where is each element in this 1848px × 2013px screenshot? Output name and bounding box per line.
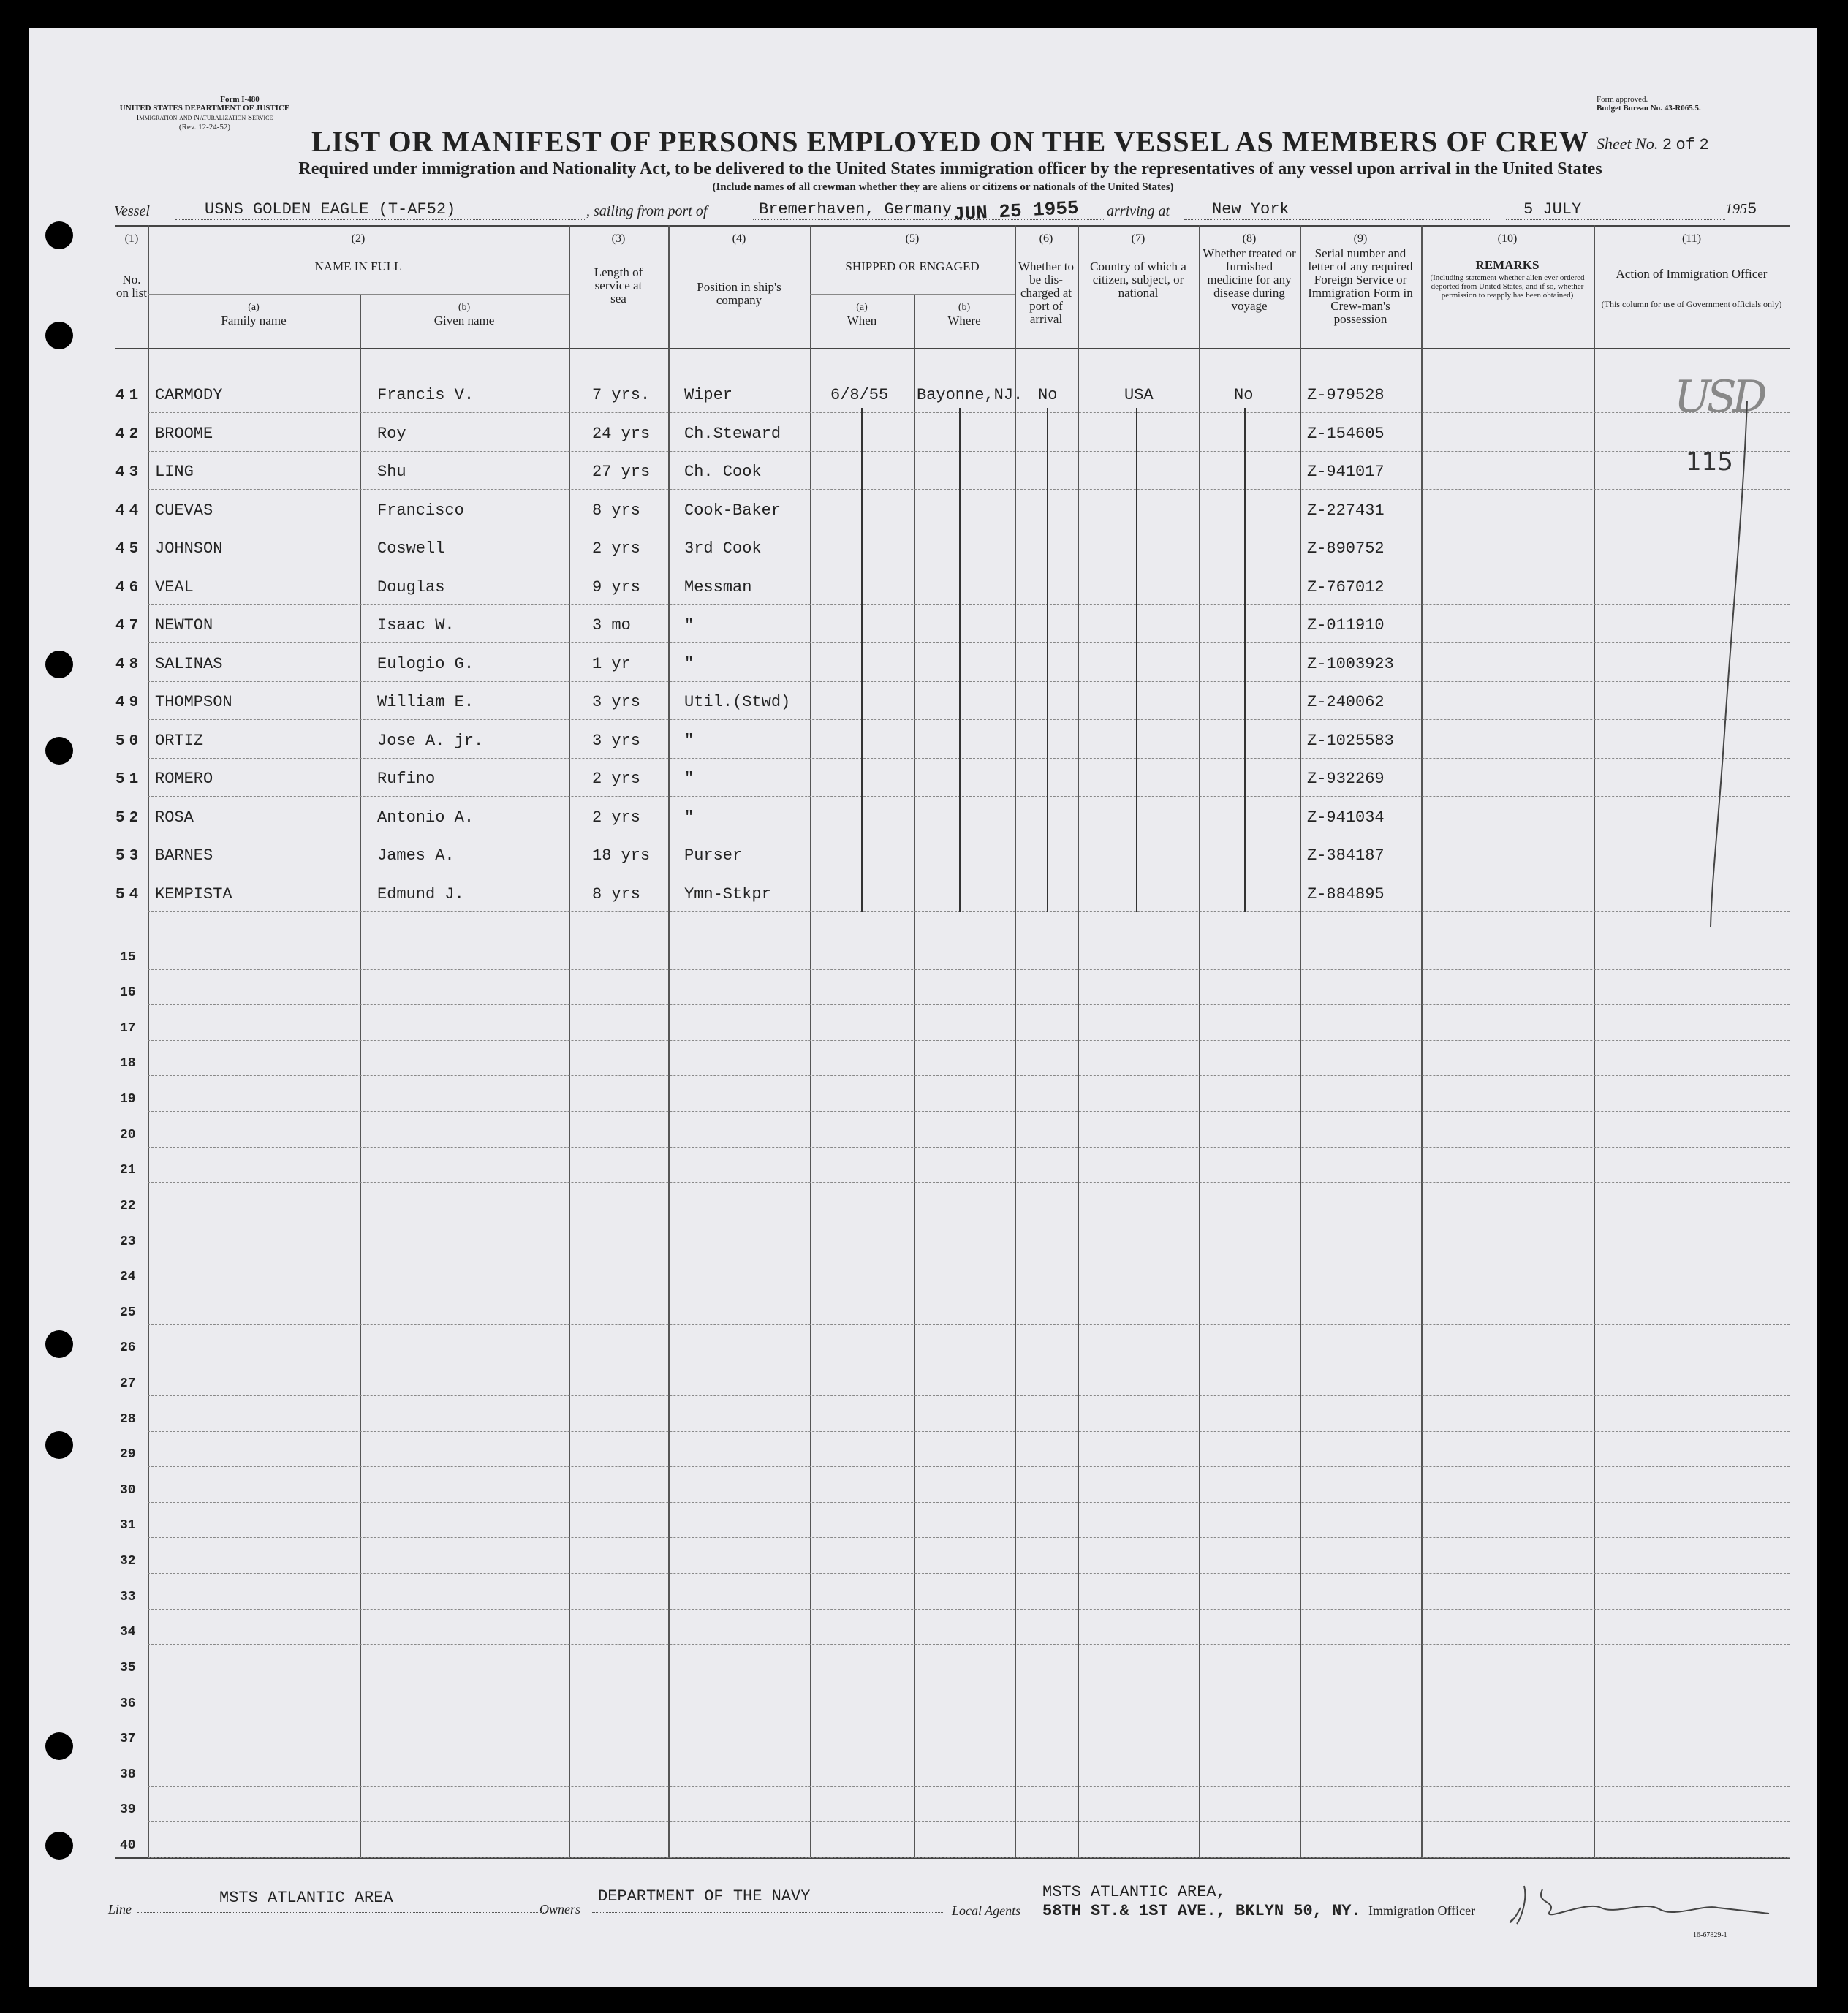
serial-cell: Z-890752 bbox=[1307, 539, 1385, 558]
row-rule bbox=[148, 642, 1790, 643]
col3-number: (3) bbox=[611, 232, 626, 245]
row-number: 47 bbox=[116, 618, 143, 634]
row-number: 44 bbox=[116, 502, 143, 520]
form-revision: (Rev. 12-24-52) bbox=[178, 123, 231, 132]
serial-cell: Z-384187 bbox=[1307, 846, 1385, 865]
blank-row-rule bbox=[148, 1040, 1790, 1041]
given-name-cell: Francis V. bbox=[377, 386, 474, 404]
blank-row-number: 20 bbox=[120, 1127, 136, 1142]
blank-row-rule bbox=[148, 1466, 1790, 1467]
service-length-cell: 8 yrs bbox=[592, 501, 641, 520]
shipped-when-cell: 6/8/55 bbox=[830, 386, 889, 404]
service-length-cell: 2 yrs bbox=[592, 808, 641, 827]
agents-line1: MSTS ATLANTIC AREA, bbox=[1042, 1883, 1226, 1901]
date-stamp: JUN 25 1955 bbox=[953, 197, 1080, 226]
family-name-cell: BROOME bbox=[155, 424, 213, 443]
position-cell: Ch.Steward bbox=[684, 424, 781, 443]
row-number: 46 bbox=[116, 579, 143, 596]
position-cell: Ch. Cook bbox=[684, 463, 762, 481]
given-name-cell: William E. bbox=[377, 693, 474, 711]
row-number: 48 bbox=[116, 656, 143, 673]
blank-row-number: 24 bbox=[120, 1270, 136, 1285]
page-title: LIST OR MANIFEST OF PERSONS EMPLOYED ON THE VESSEL AS MEMBERS OF CREW bbox=[311, 125, 1589, 158]
row-rule bbox=[148, 719, 1790, 720]
service-length-cell: 3 mo bbox=[592, 616, 631, 634]
blank-row-number: 29 bbox=[120, 1447, 136, 1463]
blank-row-number: 15 bbox=[120, 949, 136, 965]
col-discharged: Whether to be dis-charged at port of arrival bbox=[1018, 259, 1074, 326]
family-name-cell: KEMPISTA bbox=[155, 884, 232, 903]
line-value: MSTS ATLANTIC AREA bbox=[219, 1889, 393, 1907]
punch-hole bbox=[45, 1732, 73, 1760]
row-number: 51 bbox=[116, 771, 143, 788]
owners-value: DEPARTMENT OF THE NAVY bbox=[598, 1887, 811, 1906]
blank-row-rule bbox=[148, 1182, 1790, 1183]
blank-row-number: 40 bbox=[120, 1838, 136, 1853]
row-number: 49 bbox=[116, 694, 143, 711]
col-action-officer: Action of Immigration Officer bbox=[1616, 267, 1768, 281]
service-name: Immigration and Naturalization Service bbox=[136, 113, 273, 122]
form-code: 16-67829-1 bbox=[1693, 1931, 1727, 1939]
blank-row-rule bbox=[148, 1609, 1790, 1610]
sheet-number: Sheet No. 2 of 2 bbox=[1597, 134, 1709, 154]
sheet-num: 2 bbox=[1662, 136, 1673, 154]
given-name-cell: Edmund J. bbox=[377, 884, 464, 903]
manifest-sheet bbox=[29, 28, 1817, 1987]
punch-hole bbox=[45, 1832, 73, 1860]
punch-hole bbox=[45, 1431, 73, 1459]
service-length-cell: 2 yrs bbox=[592, 539, 641, 558]
position-cell: " bbox=[684, 770, 694, 788]
blank-row-number: 21 bbox=[120, 1163, 136, 1178]
family-name-cell: JOHNSON bbox=[155, 539, 223, 558]
col8-number: (8) bbox=[1242, 232, 1257, 245]
col-country: Country of which a citizen, subject, or national bbox=[1090, 259, 1186, 300]
arrival-date: 5 JULY bbox=[1523, 200, 1582, 219]
blank-row-number: 38 bbox=[120, 1767, 136, 1782]
ditto-line bbox=[1244, 408, 1246, 912]
officer-signature bbox=[1499, 1879, 1776, 1930]
col9-number: (9) bbox=[1353, 232, 1368, 245]
punch-hole bbox=[45, 221, 73, 249]
blank-row-rule bbox=[148, 1324, 1790, 1325]
blank-row-rule bbox=[148, 1431, 1790, 1432]
position-cell: " bbox=[684, 616, 694, 634]
position-cell: Ymn-Stkpr bbox=[684, 884, 771, 903]
form-approved: Form approved. bbox=[1597, 95, 1648, 104]
punch-hole bbox=[45, 1330, 73, 1358]
col-when: When bbox=[847, 314, 877, 327]
blank-row-number: 28 bbox=[120, 1411, 136, 1427]
punch-hole bbox=[45, 651, 73, 678]
blank-row-rule bbox=[148, 1857, 1790, 1858]
service-length-cell: 18 yrs bbox=[592, 846, 651, 865]
serial-cell: Z-1003923 bbox=[1307, 654, 1394, 673]
serial-cell: Z-227431 bbox=[1307, 501, 1385, 520]
sheet-total: 2 bbox=[1699, 136, 1709, 154]
position-cell: " bbox=[684, 808, 694, 827]
officer-label: Immigration Officer bbox=[1368, 1903, 1476, 1918]
blank-row-number: 30 bbox=[120, 1482, 136, 1498]
service-length-cell: 2 yrs bbox=[592, 770, 641, 788]
family-name-cell: VEAL bbox=[155, 577, 194, 596]
blank-row-rule bbox=[148, 1502, 1790, 1503]
blank-row-number: 37 bbox=[120, 1732, 136, 1747]
row-number: 52 bbox=[116, 809, 143, 827]
agents-line2: 58TH ST.& 1ST AVE., BKLYN 50, NY. bbox=[1042, 1902, 1361, 1920]
col4-number: (4) bbox=[732, 232, 746, 245]
blank-row-number: 22 bbox=[120, 1198, 136, 1213]
service-length-cell: 27 yrs bbox=[592, 463, 651, 481]
col-action-note: (This column for use of Government officials only) bbox=[1601, 299, 1782, 309]
row-rule bbox=[148, 604, 1790, 605]
line-label: Line bbox=[108, 1902, 132, 1917]
given-name-cell: Jose A. jr. bbox=[377, 731, 484, 750]
ditto-line bbox=[959, 408, 961, 912]
col-where: Where bbox=[947, 314, 981, 327]
row-number: 41 bbox=[116, 387, 143, 404]
position-cell: " bbox=[684, 731, 694, 750]
shipped-where-cell: Bayonne,NJ. bbox=[917, 386, 1023, 404]
row-number: 43 bbox=[116, 464, 143, 481]
col6-number: (6) bbox=[1039, 232, 1053, 245]
serial-cell: Z-941017 bbox=[1307, 463, 1385, 481]
blank-row-rule bbox=[148, 1395, 1790, 1396]
col-position: Position in ship's company bbox=[697, 280, 781, 307]
blank-row-number: 36 bbox=[120, 1696, 136, 1711]
service-length-cell: 7 yrs. bbox=[592, 386, 651, 404]
family-name-cell: CUEVAS bbox=[155, 501, 213, 520]
action-count: 115 bbox=[1686, 447, 1733, 477]
blank-row-number: 23 bbox=[120, 1234, 136, 1249]
budget-bureau: Budget Bureau No. 43-R065.5. bbox=[1597, 104, 1701, 113]
col-no-on-list: No. on list bbox=[116, 273, 148, 300]
blank-row-rule bbox=[148, 1573, 1790, 1574]
row-number: 50 bbox=[116, 732, 143, 750]
form-number: Form I-480 bbox=[220, 95, 260, 104]
ditto-line bbox=[861, 408, 863, 912]
blank-row-number: 19 bbox=[120, 1092, 136, 1107]
col1-number: (1) bbox=[124, 232, 139, 245]
row-rule bbox=[148, 911, 1790, 912]
arriving-label: arriving at bbox=[1107, 203, 1170, 219]
serial-cell: Z-767012 bbox=[1307, 577, 1385, 596]
blank-row-number: 31 bbox=[120, 1518, 136, 1534]
ditto-line bbox=[1047, 408, 1048, 912]
given-name-cell: Coswell bbox=[377, 539, 445, 558]
discharged-cell: No bbox=[1038, 386, 1058, 404]
row-number: 42 bbox=[116, 425, 143, 443]
blank-row-rule bbox=[148, 1147, 1790, 1148]
serial-cell: Z-011910 bbox=[1307, 616, 1385, 634]
serial-cell: Z-979528 bbox=[1307, 386, 1385, 404]
col2-number: (2) bbox=[351, 232, 366, 245]
position-cell: " bbox=[684, 654, 694, 673]
blank-row-rule bbox=[148, 1821, 1790, 1822]
country-cell: USA bbox=[1124, 386, 1154, 404]
include-note: (Include names of all crewman whether they are aliens or citizens or nationals of the United States) bbox=[712, 181, 1174, 193]
col-family-name: Family name bbox=[221, 314, 287, 327]
family-name-cell: CARMODY bbox=[155, 386, 223, 404]
serial-cell: Z-884895 bbox=[1307, 884, 1385, 903]
sailing-port: Bremerhaven, Germany bbox=[759, 200, 953, 219]
col5b-number: (b) bbox=[958, 302, 971, 313]
row-rule bbox=[148, 796, 1790, 797]
blank-row-rule bbox=[148, 1075, 1790, 1076]
col11-number: (11) bbox=[1681, 232, 1702, 245]
col-medicine: Whether treated or furnished medicine for any disease during voyage bbox=[1203, 246, 1296, 313]
blank-row-number: 34 bbox=[120, 1625, 136, 1640]
blank-row-number: 26 bbox=[120, 1341, 136, 1356]
row-rule bbox=[148, 451, 1790, 452]
given-name-cell: Shu bbox=[377, 463, 406, 481]
col2b-number: (b) bbox=[458, 302, 471, 313]
service-length-cell: 24 yrs bbox=[592, 424, 651, 443]
blank-row-rule bbox=[148, 1111, 1790, 1112]
row-rule bbox=[148, 412, 1790, 413]
family-name-cell: ORTIZ bbox=[155, 731, 204, 750]
family-name-cell: LING bbox=[155, 463, 194, 481]
col7-number: (7) bbox=[1131, 232, 1145, 245]
service-length-cell: 8 yrs bbox=[592, 884, 641, 903]
subtitle: Required under immigration and Nationality Act, to be delivered to the United States immigration officer by the representatives of any vessel upon arrival in the United States bbox=[298, 159, 1602, 178]
blank-row-number: 27 bbox=[120, 1376, 136, 1391]
col-length-service: Length of service at sea bbox=[594, 265, 643, 306]
dept-name: UNITED STATES DEPARTMENT OF JUSTICE bbox=[119, 104, 290, 113]
vessel-label: Vessel bbox=[114, 203, 150, 219]
col-given-name: Given name bbox=[433, 314, 495, 327]
serial-cell: Z-941034 bbox=[1307, 808, 1385, 827]
blank-row-number: 18 bbox=[120, 1056, 136, 1072]
punch-hole bbox=[45, 737, 73, 765]
col-remarks-note: (Including statement whether alien ever ordered deported from United States, and if so, whether permission to reapply has been obtained) bbox=[1430, 273, 1585, 300]
serial-cell: Z-240062 bbox=[1307, 693, 1385, 711]
position-cell: Wiper bbox=[684, 386, 733, 404]
medicine-cell: No bbox=[1234, 386, 1254, 404]
given-name-cell: Rufino bbox=[377, 770, 436, 788]
position-cell: 3rd Cook bbox=[684, 539, 762, 558]
family-name-cell: THOMPSON bbox=[155, 693, 232, 711]
col5-number: (5) bbox=[905, 232, 920, 245]
row-number: 45 bbox=[116, 541, 143, 558]
row-rule bbox=[148, 489, 1790, 490]
given-name-cell: Francisco bbox=[377, 501, 464, 520]
family-name-cell: NEWTON bbox=[155, 616, 213, 634]
col10-number: (10) bbox=[1497, 232, 1518, 245]
punch-hole bbox=[45, 322, 73, 349]
position-cell: Purser bbox=[684, 846, 743, 865]
blank-row-rule bbox=[148, 1644, 1790, 1645]
blank-row-rule bbox=[148, 1537, 1790, 1538]
position-cell: Messman bbox=[684, 577, 752, 596]
blank-row-rule bbox=[148, 1004, 1790, 1005]
blank-row-number: 33 bbox=[120, 1589, 136, 1604]
service-length-cell: 3 yrs bbox=[592, 693, 641, 711]
given-name-cell: Antonio A. bbox=[377, 808, 474, 827]
given-name-cell: Roy bbox=[377, 424, 406, 443]
serial-cell: Z-154605 bbox=[1307, 424, 1385, 443]
blank-row-number: 25 bbox=[120, 1305, 136, 1320]
blank-row-rule bbox=[148, 969, 1790, 970]
arriving-port: New York bbox=[1212, 200, 1290, 219]
owners-label: Owners bbox=[539, 1902, 581, 1917]
family-name-cell: BARNES bbox=[155, 846, 213, 865]
blank-row-number: 17 bbox=[120, 1020, 136, 1036]
family-name-cell: SALINAS bbox=[155, 654, 223, 673]
arrival-year: 1955 bbox=[1725, 200, 1757, 219]
service-length-cell: 9 yrs bbox=[592, 577, 641, 596]
row-number: 54 bbox=[116, 886, 143, 903]
row-number: 53 bbox=[116, 848, 143, 865]
blank-row-rule bbox=[148, 1786, 1790, 1787]
position-cell: Cook-Baker bbox=[684, 501, 781, 520]
given-name-cell: James A. bbox=[377, 846, 455, 865]
serial-cell: Z-1025583 bbox=[1307, 731, 1394, 750]
col-remarks: REMARKS bbox=[1475, 258, 1540, 272]
blank-row-number: 32 bbox=[120, 1554, 136, 1569]
service-length-cell: 1 yr bbox=[592, 654, 631, 673]
given-name-cell: Eulogio G. bbox=[377, 654, 474, 673]
position-cell: Util.(Stwd) bbox=[684, 693, 791, 711]
ditto-line bbox=[1136, 408, 1137, 912]
family-name-cell: ROSA bbox=[155, 808, 194, 827]
col-shipped-engaged: SHIPPED OR ENGAGED bbox=[845, 259, 980, 273]
col2a-number: (a) bbox=[248, 302, 260, 313]
action-mark: USD bbox=[1674, 371, 1763, 422]
vessel-name: USNS GOLDEN EAGLE (T-AF52) bbox=[205, 200, 456, 219]
row-rule bbox=[148, 681, 1790, 682]
serial-cell: Z-932269 bbox=[1307, 770, 1385, 788]
row-rule bbox=[148, 758, 1790, 759]
blank-row-number: 16 bbox=[120, 985, 136, 1001]
agents-label: Local Agents bbox=[952, 1903, 1021, 1918]
sailing-label: , sailing from port of bbox=[586, 203, 708, 219]
blank-row-number: 39 bbox=[120, 1802, 136, 1818]
col5a-number: (a) bbox=[856, 302, 868, 313]
family-name-cell: ROMERO bbox=[155, 770, 213, 788]
col-name-in-full: NAME IN FULL bbox=[314, 259, 402, 273]
given-name-cell: Douglas bbox=[377, 577, 445, 596]
blank-row-number: 35 bbox=[120, 1660, 136, 1675]
given-name-cell: Isaac W. bbox=[377, 616, 455, 634]
service-length-cell: 3 yrs bbox=[592, 731, 641, 750]
col-serial: Serial number and letter of any required Foreign Service or Immigration Form in Crew-man's possession bbox=[1308, 246, 1413, 326]
handwritten-line bbox=[1674, 393, 1762, 934]
